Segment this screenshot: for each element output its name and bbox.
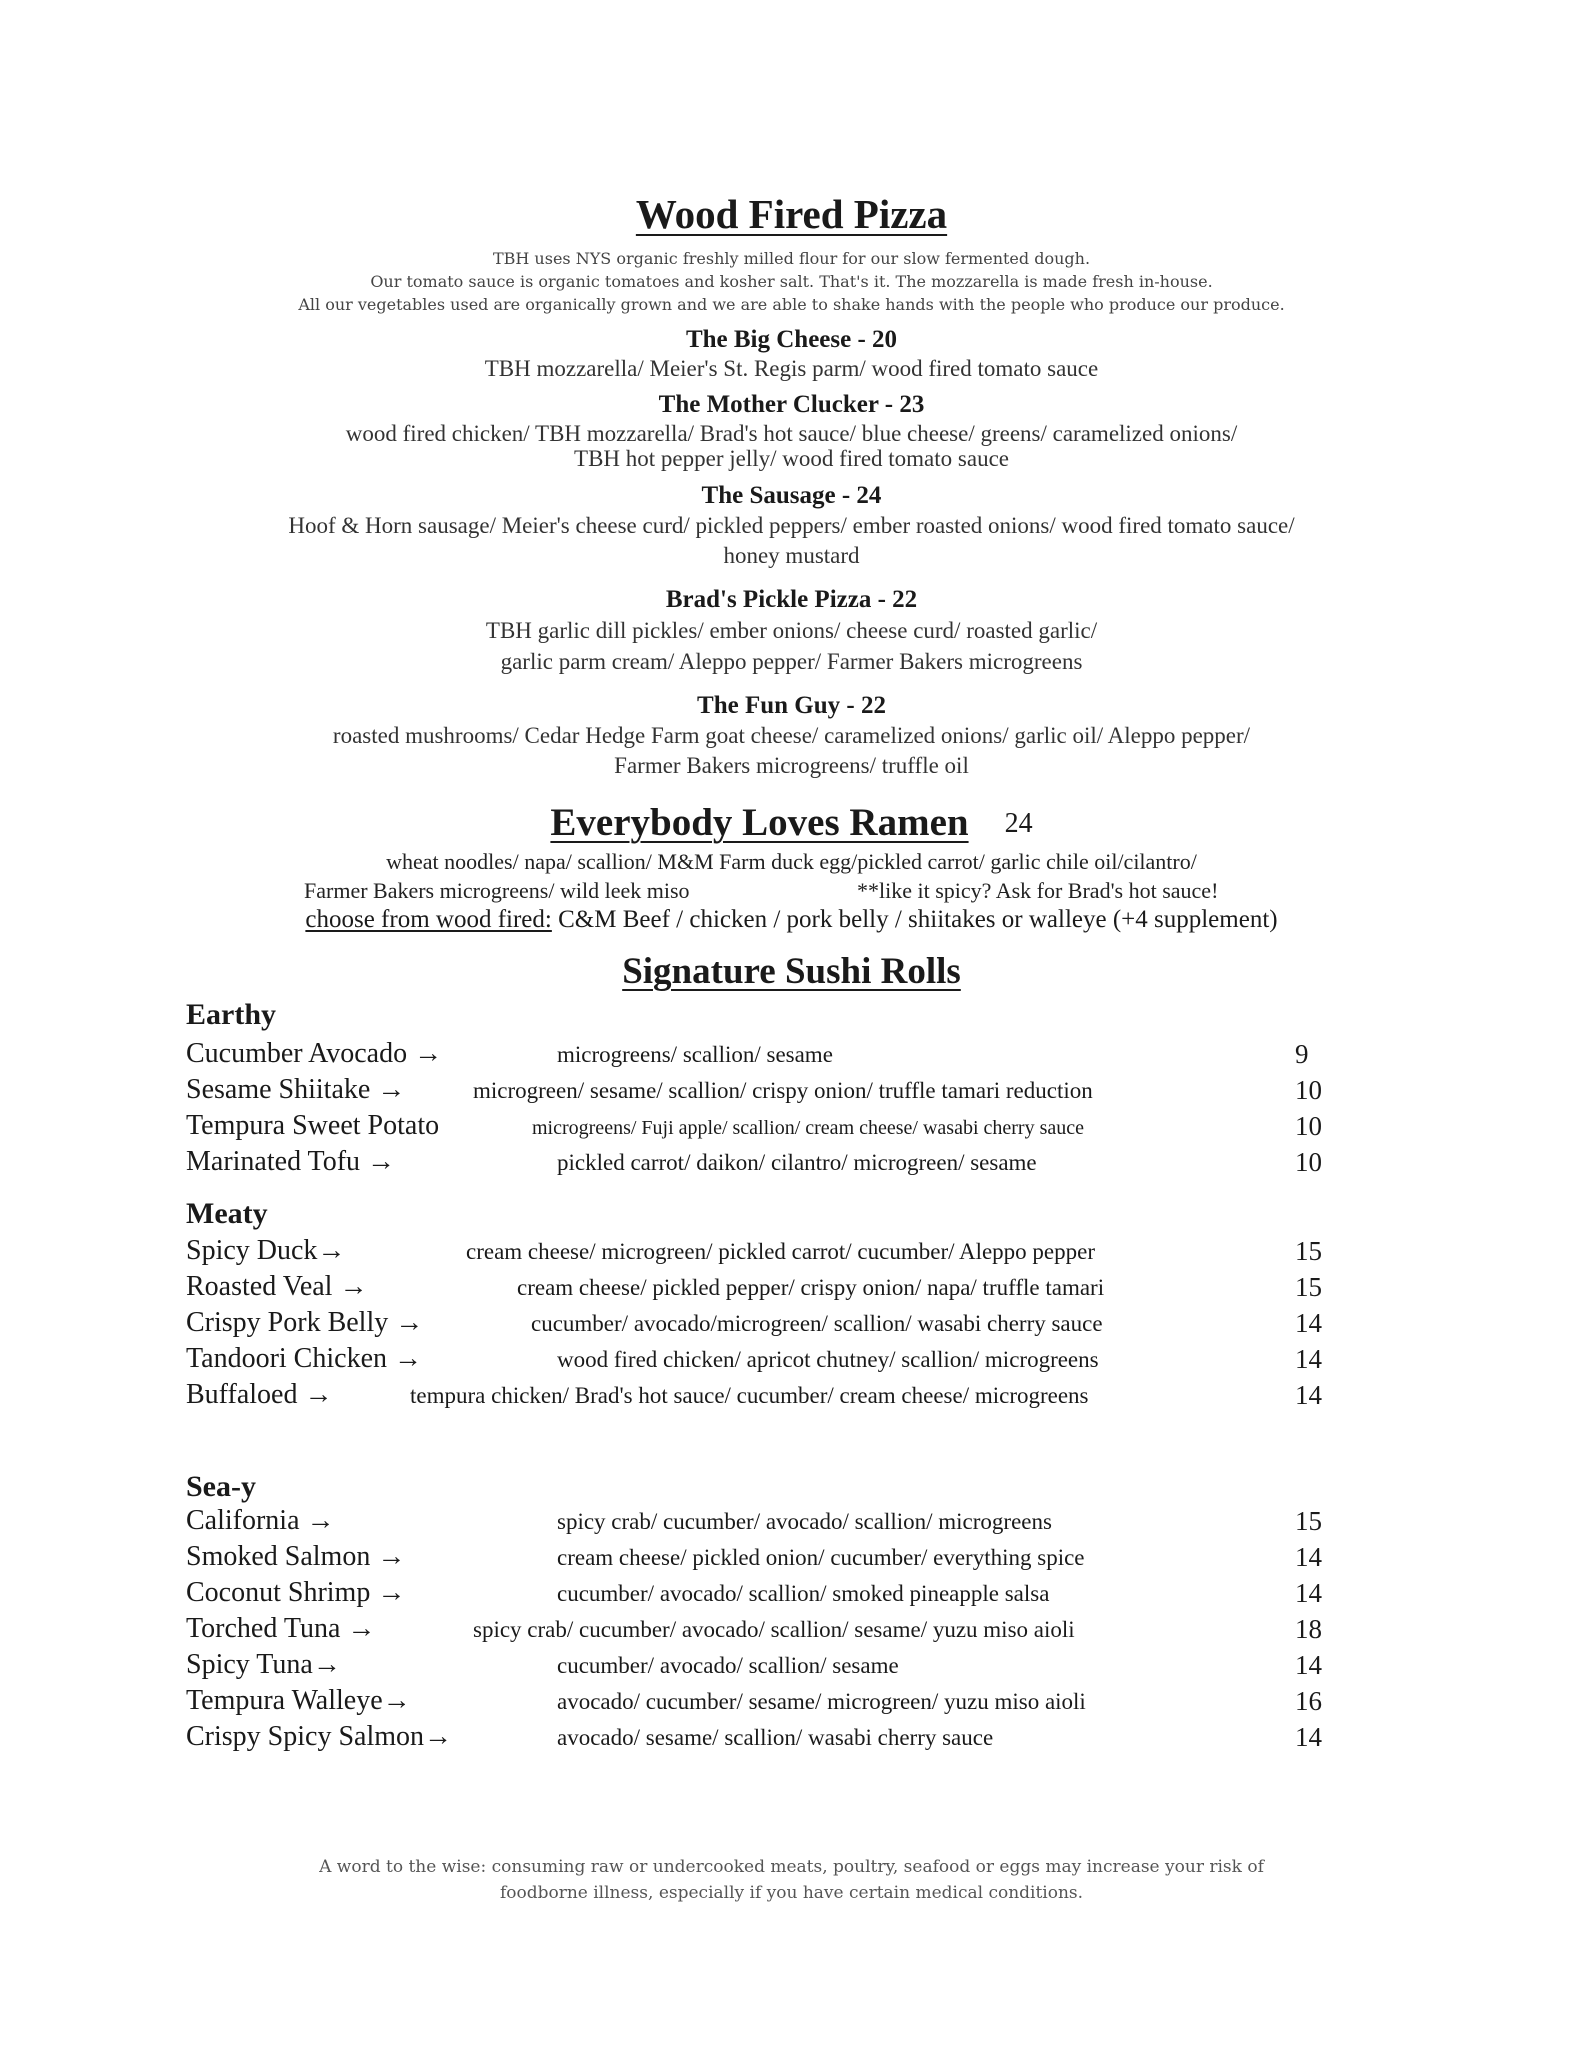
ramen-choose-options: C&M Beef / chicken / pork belly / shiitakes or walleye (+4 supplement) [551, 906, 1278, 933]
sushi-row [0, 1038, 1583, 1070]
roll-price: 15 [1295, 1236, 1322, 1266]
roll-desc: tempura chicken/ Brad's hot sauce/ cucumber/ cream cheese/ microgreens [410, 1383, 1089, 1408]
sushi-row [0, 1235, 1583, 1267]
pizza-name: The Fun Guy - 22 [697, 692, 886, 719]
roll-price: 15 [1295, 1506, 1322, 1536]
roll-name: California → [186, 1505, 335, 1536]
roll-price: 14 [1295, 1578, 1322, 1608]
roll-desc: cucumber/ avocado/ scallion/ smoked pineapple salsa [557, 1581, 1050, 1606]
sushi-row [0, 1271, 1583, 1303]
roll-price: 9 [1295, 1039, 1309, 1069]
roll-desc: avocado/ sesame/ scallion/ wasabi cherry sauce [557, 1725, 994, 1750]
pizza-name: The Sausage - 24 [701, 482, 882, 509]
roll-name: Sesame Shiitake → [186, 1074, 406, 1105]
intro-line: All our vegetables used are organically grown and we are able to shake hands with the people who produce our produce. [298, 295, 1285, 314]
roll-name: Marinated Tofu → [186, 1146, 396, 1177]
roll-desc: cream cheese/ pickled pepper/ crispy onion/ napa/ truffle tamari [517, 1275, 1105, 1300]
pizza-desc: TBH garlic dill pickles/ ember onions/ cheese curd/ roasted garlic/ [485, 618, 1098, 643]
roll-name: Coconut Shrimp → [186, 1577, 406, 1608]
sushi-row [0, 1649, 1583, 1681]
pizza-name: The Mother Clucker - 23 [658, 391, 925, 418]
pizza-desc: TBH hot pepper jelly/ wood fired tomato sauce [574, 446, 1009, 471]
roll-name: Tempura Sweet Potato [186, 1110, 440, 1141]
roll-desc: spicy crab/ cucumber/ avocado/ scallion/ microgreens [557, 1509, 1052, 1534]
sushi-row [0, 1146, 1583, 1178]
disclaimer-line: foodborne illness, especially if you have certain medical conditions. [499, 1883, 1084, 1903]
roll-name: Cucumber Avocado → [186, 1038, 443, 1069]
sushi-row [0, 1379, 1583, 1411]
roll-name: Tempura Walleye→ [186, 1685, 411, 1716]
roll-price: 14 [1295, 1380, 1322, 1410]
pizza-intro [0, 247, 1583, 316]
roll-price: 14 [1295, 1650, 1322, 1680]
roll-desc: cream cheese/ microgreen/ pickled carrot/ cucumber/ Aleppo pepper [466, 1239, 1096, 1264]
sushi-row [0, 1721, 1583, 1753]
roll-price: 18 [1295, 1614, 1322, 1644]
roll-price: 14 [1295, 1722, 1322, 1752]
food-safety-disclaimer [0, 1854, 1583, 1906]
roll-price: 14 [1295, 1542, 1322, 1572]
pizza-desc: Farmer Bakers microgreens/ truffle oil [614, 753, 969, 778]
roll-name: Buffaloed → [186, 1379, 333, 1410]
sushi-row [0, 1110, 1583, 1142]
ramen-section-title: Everybody Loves Ramen [550, 801, 969, 844]
disclaimer-line: A word to the wise: consuming raw or undercooked meats, poultry, seafood or eggs may increase your risk of [319, 1857, 1264, 1877]
roll-desc: cucumber/ avocado/microgreen/ scallion/ wasabi cherry sauce [531, 1311, 1103, 1336]
sushi-row [0, 1541, 1583, 1573]
ramen-choose-label: choose from wood fired: [305, 906, 552, 933]
roll-price: 16 [1295, 1686, 1322, 1716]
sushi-row [0, 1074, 1583, 1106]
pizza-desc: roasted mushrooms/ Cedar Hedge Farm goat cheese/ caramelized onions/ garlic oil/ Aleppo pepper/ [332, 723, 1251, 748]
intro-line: Our tomato sauce is organic tomatoes and kosher salt. That's it. The mozzarella is made fresh in-house. [370, 272, 1213, 291]
ramen-spicy-note: **like it spicy? Ask for Brad's hot sauce! [857, 878, 1219, 903]
roll-price: 14 [1295, 1344, 1322, 1374]
roll-desc: microgreens/ scallion/ sesame [557, 1042, 833, 1067]
roll-name: Tandoori Chicken → [186, 1343, 422, 1374]
roll-name: Smoked Salmon → [186, 1541, 406, 1572]
roll-name: Spicy Tuna→ [186, 1649, 341, 1680]
roll-desc: wood fired chicken/ apricot chutney/ scallion/ microgreens [557, 1347, 1099, 1372]
roll-price: 14 [1295, 1308, 1322, 1338]
roll-desc: cucumber/ avocado/ scallion/ sesame [557, 1653, 899, 1678]
roll-price: 10 [1295, 1111, 1322, 1141]
ramen-desc: wheat noodles/ napa/ scallion/ M&M Farm duck egg/pickled carrot/ garlic chile oil/cilantro/ [386, 849, 1197, 874]
roll-price: 15 [1295, 1272, 1322, 1302]
ramen-header [0, 800, 1583, 845]
roll-desc: microgreens/ Fuji apple/ scallion/ cream cheese/ wasabi cherry sauce [532, 1117, 1084, 1139]
pizza-desc: wood fired chicken/ TBH mozzarella/ Brad's hot sauce/ blue cheese/ greens/ caramelized onions/ [345, 421, 1238, 446]
roll-desc: pickled carrot/ daikon/ cilantro/ microgreen/ sesame [557, 1150, 1037, 1175]
sushi-category-earthy: Earthy [186, 998, 276, 1031]
roll-name: Roasted Veal → [186, 1271, 368, 1302]
sushi-category-meaty: Meaty [186, 1197, 268, 1230]
roll-desc: microgreen/ sesame/ scallion/ crispy onion/ truffle tamari reduction [473, 1078, 1093, 1103]
roll-name: Crispy Pork Belly → [186, 1307, 424, 1338]
intro-line: TBH uses NYS organic freshly milled flour for our slow fermented dough. [492, 249, 1091, 268]
pizza-desc: honey mustard [723, 543, 860, 568]
sushi-row [0, 1343, 1583, 1375]
ramen-choose-line [0, 906, 1583, 934]
pizza-desc: garlic parm cream/ Aleppo pepper/ Farmer Bakers microgreens [500, 649, 1083, 674]
roll-price: 10 [1295, 1075, 1322, 1105]
ramen-desc: Farmer Bakers microgreens/ wild leek miso [304, 878, 690, 903]
roll-name: Spicy Duck→ [186, 1235, 346, 1266]
roll-desc: cream cheese/ pickled onion/ cucumber/ everything spice [557, 1545, 1085, 1570]
pizza-section-title: Wood Fired Pizza [635, 191, 948, 237]
sushi-row [0, 1613, 1583, 1645]
roll-desc: avocado/ cucumber/ sesame/ microgreen/ yuzu miso aioli [557, 1689, 1086, 1714]
pizza-desc: TBH mozzarella/ Meier's St. Regis parm/ wood fired tomato sauce [484, 356, 1099, 381]
roll-name: Crispy Spicy Salmon→ [186, 1721, 453, 1752]
sushi-row [0, 1307, 1583, 1339]
pizza-name: The Big Cheese - 20 [685, 326, 898, 353]
sushi-row [0, 1685, 1583, 1717]
sushi-row [0, 1505, 1583, 1537]
roll-name: Torched Tuna → [186, 1613, 376, 1644]
pizza-name: Brad's Pickle Pizza - 22 [665, 586, 918, 613]
pizza-desc: Hoof & Horn sausage/ Meier's cheese curd/ pickled peppers/ ember roasted onions/ wood fired tomato sauce/ [288, 513, 1295, 538]
sushi-category-sea-y: Sea-y [186, 1470, 256, 1503]
ramen-price: 24 [1004, 808, 1033, 839]
roll-price: 10 [1295, 1147, 1322, 1177]
sushi-section-title: Signature Sushi Rolls [622, 951, 961, 992]
sushi-row [0, 1577, 1583, 1609]
roll-desc: spicy crab/ cucumber/ avocado/ scallion/ sesame/ yuzu miso aioli [473, 1617, 1075, 1642]
